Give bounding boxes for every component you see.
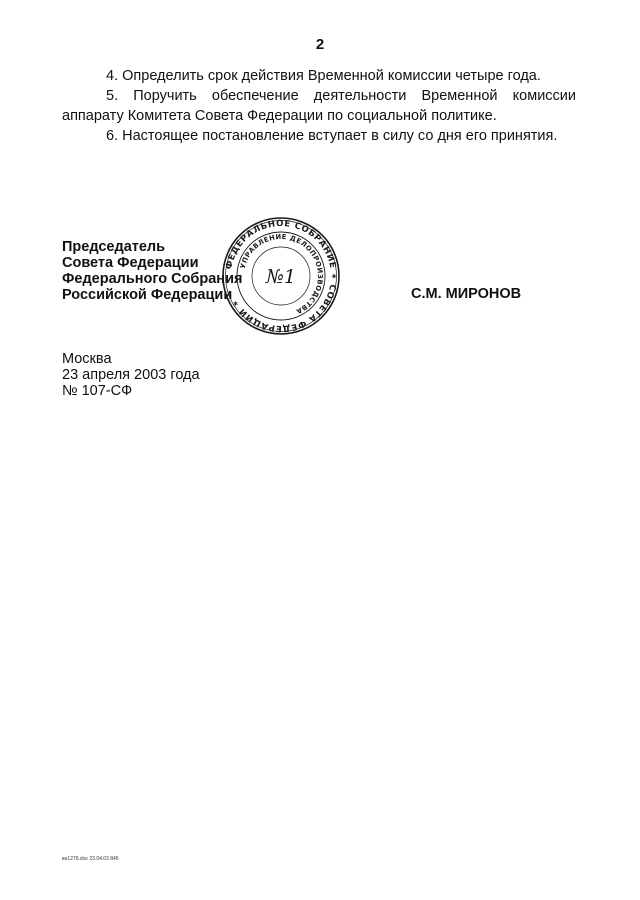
- city: Москва: [62, 351, 112, 367]
- seal-inner-text: УПРАВЛЕНИЕ ДЕЛОПРОИЗВОДСТВА: [238, 232, 325, 316]
- seal-number: №1: [265, 266, 297, 288]
- page-number: 2: [315, 36, 325, 53]
- document-body: [62, 66, 576, 146]
- seal-outer-text: ФЕДЕРАЛЬНОЕ СОБРАНИЕ ✶ СОВЕТА ФЕДЕРАЦИИ ✶: [224, 218, 339, 334]
- paragraph-effect: 6. Настоящее постановление вступает в силу со дня его принятия.: [106, 128, 558, 144]
- signatory-title-line: Российской Федерации: [62, 287, 233, 303]
- signatory-title-line: Федерального Собрания: [62, 271, 243, 287]
- signatory-title-line: Председатель: [62, 239, 166, 255]
- paragraph-term: 4. Определить срок действия Временной комиссии четыре года.: [106, 68, 541, 84]
- signatory-name: С.М. МИРОНОВ: [411, 286, 522, 302]
- document-number: № 107-СФ: [62, 383, 133, 399]
- footer-file-code: вн1279.doc 23.04.03 845: [62, 856, 119, 862]
- place-and-date: [62, 351, 200, 399]
- document-date: 23 апреля 2003 года: [62, 367, 200, 383]
- signatory-title: [62, 239, 242, 303]
- signatory-title-line: Совета Федерации: [62, 255, 199, 271]
- paragraph-support: 5. Поручить обеспечение деятельности Временной комиссии аппарату Комитета Совета Федерации по социальной политике.: [62, 88, 576, 124]
- official-seal-stamp: [221, 216, 341, 336]
